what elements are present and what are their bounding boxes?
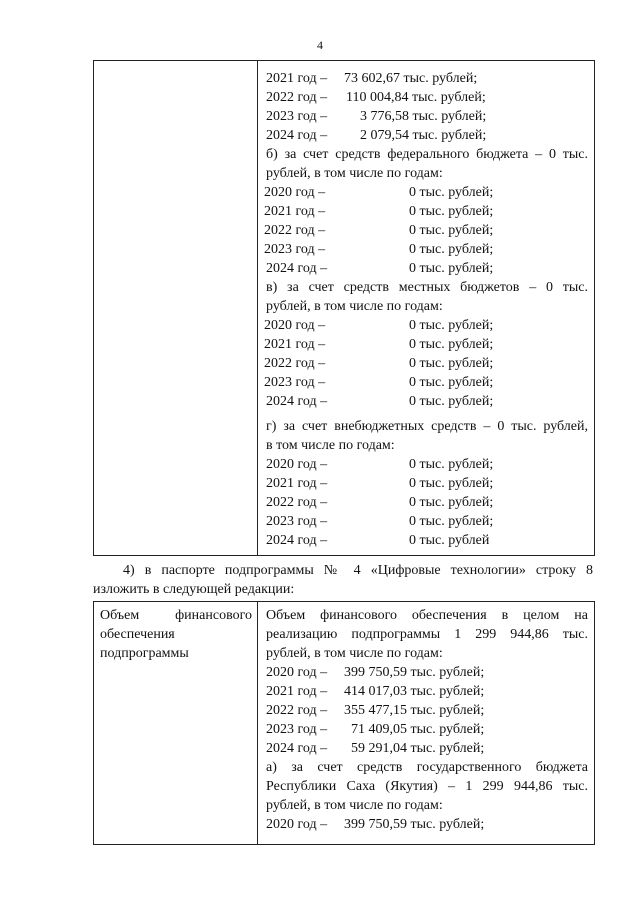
- amount-value: 0 тыс. рублей;: [409, 375, 494, 390]
- amount-value: 0 тыс. рублей;: [409, 242, 494, 257]
- amount-value: 71 409,05 тыс. рублей;: [351, 722, 485, 737]
- column-divider: [257, 61, 258, 555]
- amendment-paragraph: [93, 561, 593, 599]
- local-budget-heading-cont: рублей, в том числе по годам:: [266, 299, 443, 314]
- state-budget-heading: Республики Саха (Якутия) – 1 299 944,86 тыс.: [266, 779, 588, 794]
- amount-value: 3 776,58 тыс. рублей;: [360, 109, 487, 124]
- year-label: 2024 год –: [266, 128, 328, 143]
- amount-value: 0 тыс. рублей;: [409, 356, 494, 371]
- page-number: 4: [317, 38, 323, 52]
- amount-value: 0 тыс. рублей;: [409, 223, 494, 238]
- amount-value: 0 тыс. рублей;: [409, 318, 494, 333]
- extrabudget-heading: г) за счет внебюджетных средств – 0 тыс. рублей,: [266, 419, 588, 434]
- table-subprogram-funding: [93, 601, 595, 845]
- amount-value: 0 тыс. рублей;: [409, 457, 494, 472]
- year-label: 2020 год –: [264, 318, 326, 333]
- paragraph-line: 4) в паспорте подпрограммы № 4 «Цифровые технологии» строку 8: [123, 563, 593, 578]
- table-continuation: [93, 60, 595, 556]
- amount-value: 0 тыс. рублей;: [409, 514, 494, 529]
- amount-value: 0 тыс. рублей;: [409, 204, 494, 219]
- amount-value: 399 750,59 тыс. рублей;: [344, 665, 485, 680]
- column-divider: [257, 602, 258, 844]
- amount-value: 59 291,04 тыс. рублей;: [351, 741, 485, 756]
- amount-value: 0 тыс. рублей: [409, 533, 490, 548]
- amount-value: 399 750,59 тыс. рублей;: [344, 817, 485, 832]
- amount-value: 0 тыс. рублей;: [409, 476, 494, 491]
- extrabudget-heading-cont: в том числе по годам:: [266, 438, 395, 453]
- amount-value: 0 тыс. рублей;: [409, 337, 494, 352]
- intro-text: Объем финансового обеспечения в целом на: [266, 608, 588, 623]
- amount-value: 73 602,67 тыс. рублей;: [344, 71, 478, 86]
- year-label: 2020 год –: [266, 457, 328, 472]
- year-label: 2024 год –: [266, 741, 328, 756]
- year-label: 2022 год –: [264, 223, 326, 238]
- amount-value: 0 тыс. рублей;: [409, 495, 494, 510]
- year-label: 2022 год –: [266, 703, 328, 718]
- year-label: 2024 год –: [266, 261, 328, 276]
- year-label: 2021 год –: [266, 476, 328, 491]
- year-label: 2023 год –: [266, 109, 328, 124]
- year-label: 2021 год –: [264, 204, 326, 219]
- year-label: 2023 год –: [264, 242, 326, 257]
- state-budget-heading: а) за счет средств государственного бюджета: [266, 760, 588, 775]
- year-label: 2021 год –: [266, 684, 328, 699]
- year-label: 2023 год –: [264, 375, 326, 390]
- year-label: 2022 год –: [266, 90, 328, 105]
- year-label: 2020 год –: [266, 817, 328, 832]
- local-budget-heading: в) за счет средств местных бюджетов – 0 тыс.: [266, 280, 588, 295]
- amount-value: 110 004,84 тыс. рублей;: [346, 90, 486, 105]
- row-label: обеспечения: [100, 627, 175, 642]
- amount-value: 0 тыс. рублей;: [409, 261, 494, 276]
- year-label: 2023 год –: [266, 722, 328, 737]
- year-label: 2021 год –: [266, 71, 328, 86]
- amount-value: 355 477,15 тыс. рублей;: [344, 703, 485, 718]
- paragraph-line: изложить в следующей редакции:: [93, 582, 295, 597]
- year-label: 2024 год –: [266, 394, 328, 409]
- intro-text: рублей, в том числе по годам:: [266, 646, 443, 661]
- intro-text: реализацию подпрограммы 1 299 944,86 тыс.: [266, 627, 588, 642]
- year-label: 2022 год –: [266, 495, 328, 510]
- amount-value: 0 тыс. рублей;: [409, 394, 494, 409]
- federal-budget-heading-cont: рублей, в том числе по годам:: [266, 166, 443, 181]
- amount-value: 2 079,54 тыс. рублей;: [360, 128, 487, 143]
- federal-budget-heading: б) за счет средств федерального бюджета – 0 тыс.: [266, 147, 588, 162]
- year-label: 2022 год –: [264, 356, 326, 371]
- year-label: 2021 год –: [264, 337, 326, 352]
- year-label: 2020 год –: [264, 185, 326, 200]
- year-label: 2020 год –: [266, 665, 328, 680]
- year-label: 2023 год –: [266, 514, 328, 529]
- row-label: подпрограммы: [100, 646, 189, 661]
- amount-value: 0 тыс. рублей;: [409, 185, 494, 200]
- state-budget-heading: рублей, в том числе по годам:: [266, 798, 443, 813]
- row-label: Объем финансового: [100, 608, 252, 623]
- amount-value: 414 017,03 тыс. рублей;: [344, 684, 485, 699]
- year-label: 2024 год –: [266, 533, 328, 548]
